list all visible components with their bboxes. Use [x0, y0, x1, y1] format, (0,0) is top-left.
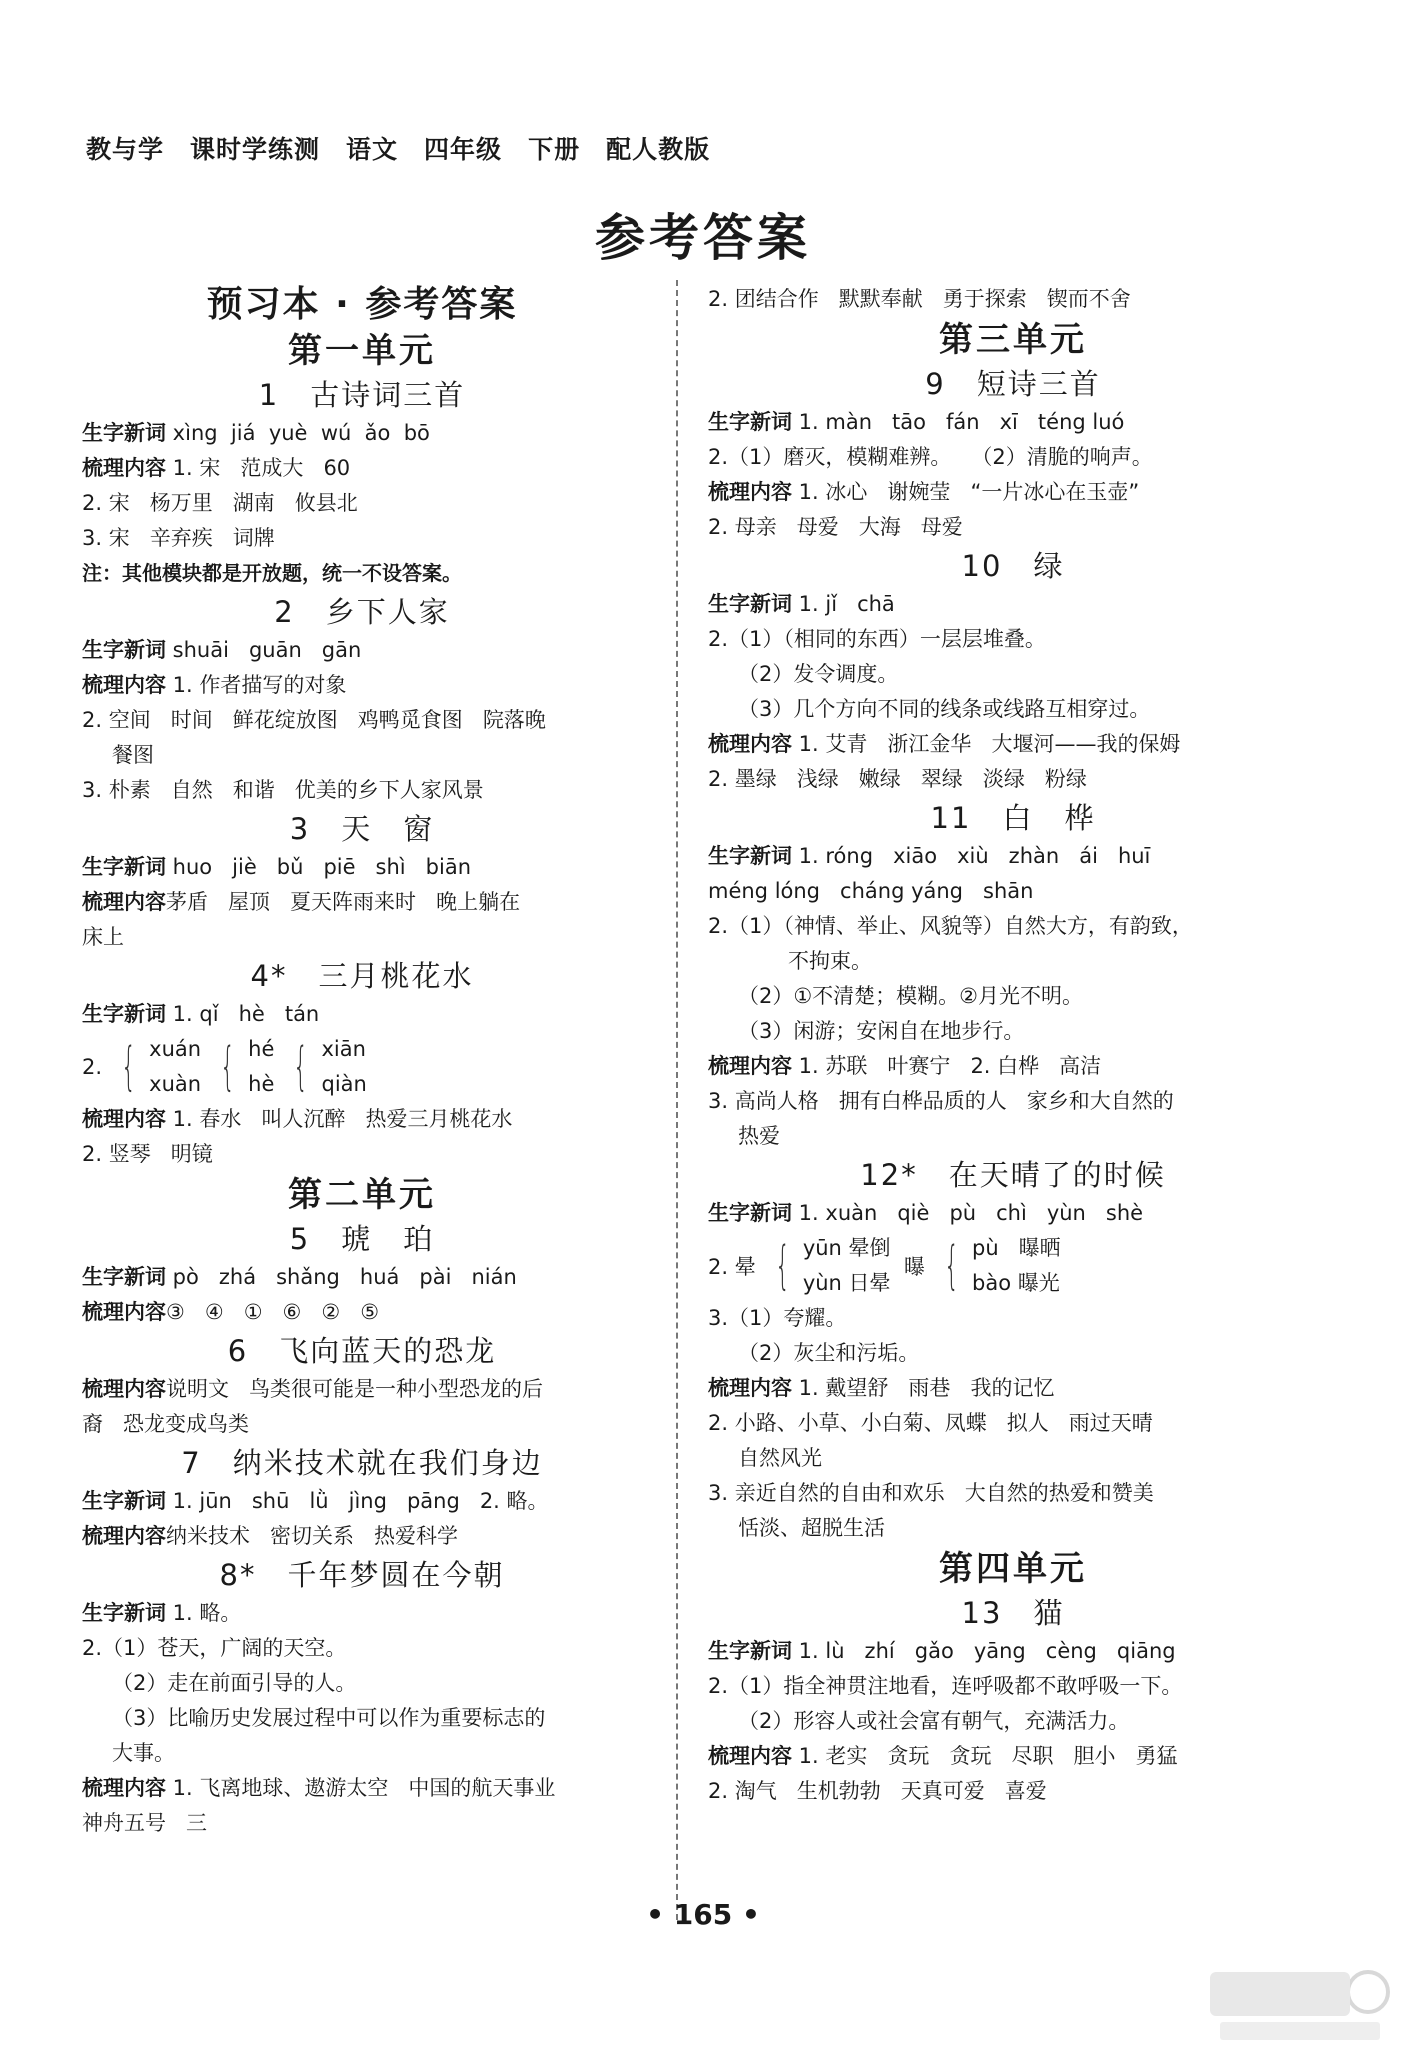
answer-label: 生字新词	[708, 592, 792, 616]
answer-line	[708, 1371, 1318, 1406]
answer-label: 梳理内容	[82, 1300, 166, 1324]
answer-line	[708, 405, 1318, 440]
answer-text: huo jiè bǔ piē shì biān	[166, 855, 472, 879]
book-header	[86, 130, 710, 166]
right-column	[708, 282, 1318, 1809]
watermark-icon	[1190, 1960, 1390, 2050]
answer-line	[708, 1634, 1318, 1669]
answer-text: 1. 戴望舒 雨巷 我的记忆	[792, 1376, 1055, 1400]
answer-line	[82, 416, 642, 451]
answer-line	[708, 1049, 1318, 1084]
lesson-title: 4* 三月桃花水	[250, 959, 474, 993]
header-item: 下册	[528, 135, 581, 164]
answer-line	[82, 451, 642, 486]
unit-title: 第一单元	[288, 331, 436, 371]
pinyin-pair	[803, 1231, 891, 1301]
answer-text: 1. 宋 范成大 60	[166, 456, 351, 480]
lesson-title: 2 乡下人家	[274, 595, 450, 629]
answer-text: xìng jiá yuè wú ǎo bō	[166, 421, 430, 445]
pinyin-top: yūn 晕倒	[802, 1236, 891, 1260]
unit-title: 第三单元	[939, 320, 1087, 360]
pinyin-top: xuán	[149, 1037, 202, 1061]
answer-line: 2. 竖琴 明镜	[82, 1142, 213, 1166]
answer-line: 2. 团结合作 默默奉献 勇于探索 锲而不舍	[708, 287, 1131, 311]
answer-line	[82, 1372, 642, 1407]
answer-line: （2）①不清楚；模糊。②月光不明。	[738, 984, 1084, 1008]
watermark-logo	[1190, 1960, 1390, 2050]
brace-icon: {	[220, 1037, 236, 1097]
answer-line: （2）走在前面引导的人。	[112, 1671, 357, 1695]
answer-label: 生字新词	[82, 1489, 166, 1513]
answer-line: 餐图	[112, 743, 154, 767]
lesson-title: 6 飞向蓝天的恐龙	[227, 1334, 497, 1368]
answer-text: 1. màn tāo fán xī téng luó	[792, 410, 1125, 434]
answer-line: 2. 母亲 母爱 大海 母爱	[708, 515, 963, 539]
answer-text: ③ ④ ① ⑥ ② ⑤	[166, 1300, 380, 1324]
header-item: 配人教版	[606, 135, 711, 164]
pinyin-top: xiān	[321, 1037, 366, 1061]
answer-line	[82, 1484, 642, 1519]
lesson-title: 11 白 桦	[930, 801, 1096, 835]
answer-line	[708, 1196, 1318, 1231]
answer-line: 3. 亲近自然的自由和欢乐 大自然的热爱和赞美	[708, 1481, 1154, 1505]
lesson-title: 10 绿	[961, 549, 1065, 583]
lesson-title: 5 琥 珀	[289, 1222, 435, 1256]
answer-text: 茅盾 屋顶 夏天阵雨来时 晚上躺在	[166, 890, 521, 914]
note-line: 注：其他模块都是开放题，统一不设答案。	[82, 561, 462, 585]
answer-line	[708, 475, 1318, 510]
answer-label: 梳理内容	[708, 732, 792, 756]
left-column	[82, 282, 642, 1841]
answer-line: 裔 恐龙变成鸟类	[82, 1412, 250, 1436]
answer-label: 生字新词	[82, 421, 166, 445]
answer-label: 生字新词	[708, 1639, 792, 1663]
answer-line: （3）比喻历史发展过程中可以作为重要标志的	[112, 1706, 546, 1730]
answer-label: 生字新词	[82, 638, 166, 662]
header-item: 语文	[346, 135, 399, 164]
brace-icon: {	[121, 1037, 137, 1097]
lesson-title: 13 猫	[961, 1596, 1065, 1630]
answer-line	[82, 885, 642, 920]
answer-text: 1. jǐ chā	[792, 592, 895, 616]
answer-line: （2）形容人或社会富有朝气，充满活力。	[738, 1709, 1130, 1733]
answer-label: 梳理内容	[708, 1744, 792, 1768]
answer-line	[82, 1519, 642, 1554]
pinyin-pair	[972, 1231, 1061, 1301]
answer-label: 梳理内容	[708, 1054, 792, 1078]
answer-text: 1. jūn shū lǜ jìng pāng 2. 略。	[166, 1489, 549, 1513]
answer-text: 1. 老实 贪玩 贪玩 尽职 胆小 勇猛	[792, 1744, 1178, 1768]
brace-icon: {	[774, 1236, 790, 1296]
answer-text: 纳米技术 密切关系 热爱科学	[166, 1524, 459, 1548]
answer-line: 不拘束。	[788, 949, 872, 973]
answer-line	[82, 1102, 642, 1137]
answer-line	[82, 850, 642, 885]
answer-text: 1. 作者描写的对象	[166, 673, 347, 697]
answer-label: 梳理内容	[82, 1524, 166, 1548]
header-item: 教与学	[86, 135, 165, 164]
answer-number: 2. 晕	[708, 1255, 756, 1279]
brace-icon: {	[293, 1037, 309, 1097]
answer-line: （2）发令调度。	[738, 662, 899, 686]
answer-label: 梳理内容	[82, 1776, 166, 1800]
lesson-title: 7 纳米技术就在我们身边	[181, 1446, 543, 1480]
pinyin-pair	[321, 1032, 366, 1102]
answer-line	[82, 1260, 642, 1295]
answer-line	[708, 727, 1318, 762]
answer-line: 2. 空间 时间 鲜花绽放图 鸡鸭觅食图 院落晚	[82, 708, 546, 732]
answer-number: 2.	[82, 1055, 103, 1079]
answer-text: 说明文 鸟类很可能是一种小型恐龙的后	[166, 1377, 544, 1401]
pinyin-top: pù 曝晒	[972, 1236, 1061, 1260]
answer-line: 2. 淘气 生机勃勃 天真可爱 喜爱	[708, 1779, 1047, 1803]
lesson-title: 1 古诗词三首	[258, 378, 466, 412]
answer-line: 3. 宋 辛弃疾 词牌	[82, 526, 275, 550]
answer-text: 1. 冰心 谢婉莹 “一片冰心在玉壶”	[792, 480, 1140, 504]
section-title: 预习本 · 参考答案	[206, 284, 518, 325]
answer-line: 2.（1）磨灭，模糊难辨。 （2）清脆的响声。	[708, 445, 1153, 469]
answer-line: 大事。	[112, 1741, 175, 1765]
answer-text: shuāi guān gān	[166, 638, 362, 662]
answer-line	[82, 1295, 642, 1330]
answer-line: 2. 宋 杨万里 湖南 攸县北	[82, 491, 358, 515]
lesson-title: 12* 在天晴了的时候	[860, 1158, 1166, 1192]
answer-label: 生字新词	[82, 855, 166, 879]
answer-label: 生字新词	[82, 1002, 166, 1026]
answer-line	[82, 668, 642, 703]
page-number: • 165 •	[646, 1898, 760, 1931]
answer-label: 生字新词	[708, 410, 792, 434]
header-item: 课时学练测	[190, 135, 321, 164]
answer-line	[708, 839, 1318, 874]
pinyin-pair	[149, 1032, 201, 1102]
unit-title: 第二单元	[288, 1175, 436, 1215]
column-divider	[676, 280, 678, 1920]
answer-text: 1. 略。	[166, 1601, 242, 1625]
header-item: 四年级	[424, 135, 503, 164]
pinyin-bottom: xuàn	[149, 1072, 202, 1096]
answer-line: （2）灰尘和污垢。	[738, 1341, 920, 1365]
answer-line: méng lóng cháng yáng shān	[708, 879, 1034, 903]
answer-label: 梳理内容	[708, 480, 792, 504]
answer-line: 2. 墨绿 浅绿 嫩绿 翠绿 淡绿 粉绿	[708, 767, 1087, 791]
answer-line: 自然风光	[738, 1446, 822, 1470]
answer-label: 生字新词	[82, 1265, 166, 1289]
answer-line: （3）几个方向不同的线条或线路互相穿过。	[738, 697, 1151, 721]
answer-label: 生字新词	[82, 1601, 166, 1625]
pinyin-pair	[248, 1032, 274, 1102]
unit-title: 第四单元	[939, 1549, 1087, 1589]
answer-line: 3. 朴素 自然 和谐 优美的乡下人家风景	[82, 778, 484, 802]
answer-line	[82, 997, 642, 1032]
answer-text: 1. qǐ hè tán	[166, 1002, 320, 1026]
pinyin-bottom: qiàn	[321, 1072, 367, 1096]
answer-label: 梳理内容	[82, 890, 166, 914]
pinyin-bottom: bào 曝光	[972, 1271, 1060, 1295]
lesson-title: 8* 千年梦圆在今朝	[219, 1558, 505, 1592]
answer-line: 神舟五号 三	[82, 1811, 208, 1835]
answer-line: 2.（1）苍天，广阔的天空。	[82, 1636, 347, 1660]
answer-line: 3.（1）夸耀。	[708, 1306, 847, 1330]
answer-label: 梳理内容	[82, 1377, 166, 1401]
lesson-title: 3 天 窗	[289, 812, 435, 846]
brace-icon: {	[944, 1236, 959, 1296]
answer-line: 2.（1）（神情、举止、风貌等）自然大方，有韵致，	[708, 914, 1193, 938]
answer-text: 1. xuàn qiè pù chì yùn shè	[792, 1201, 1144, 1225]
pinyin-top: hé	[248, 1037, 275, 1061]
answer-line: 2.（1）指全神贯注地看，连呼吸都不敢呼吸一下。	[708, 1674, 1183, 1698]
answer-line	[708, 587, 1318, 622]
pinyin-bottom: hè	[248, 1072, 275, 1096]
answer-char: 曝	[890, 1255, 925, 1279]
answer-text: 1. róng xiāo xiù zhàn ái huī	[792, 844, 1151, 868]
pinyin-brace-group	[708, 1231, 1318, 1301]
answer-text: 1. lù zhí gǎo yāng cèng qiāng	[792, 1639, 1176, 1663]
answer-line	[82, 1596, 642, 1631]
answer-label: 梳理内容	[82, 673, 166, 697]
page-title: 参考答案	[595, 209, 811, 267]
answer-line: 床上	[82, 925, 124, 949]
answer-label: 梳理内容	[82, 1107, 166, 1131]
lesson-title: 9 短诗三首	[925, 367, 1101, 401]
answer-label: 生字新词	[708, 1201, 792, 1225]
answer-text: 1. 艾青 浙江金华 大堰河——我的保姆	[792, 732, 1181, 756]
pinyin-brace-group	[82, 1032, 642, 1102]
answer-line: 2. 小路、小草、小白菊、凤蝶 拟人 雨过天晴	[708, 1411, 1153, 1435]
answer-line: 热爱	[738, 1124, 780, 1148]
answer-text: 1. 飞离地球、遨游太空 中国的航天事业	[166, 1776, 556, 1800]
answer-text: 1. 春水 叫人沉醉 热爱三月桃花水	[166, 1107, 513, 1131]
answer-line: 恬淡、超脱生活	[738, 1516, 885, 1540]
answer-line	[82, 633, 642, 668]
answer-line	[708, 1739, 1318, 1774]
pinyin-bottom: yùn 日晕	[802, 1271, 891, 1295]
answer-text: pò zhá shǎng huá pài nián	[166, 1265, 517, 1289]
answer-label: 梳理内容	[82, 456, 166, 480]
answer-text: 1. 苏联 叶赛宁 2. 白桦 高洁	[792, 1054, 1102, 1078]
answer-line	[82, 1771, 642, 1806]
answer-label: 生字新词	[708, 844, 792, 868]
answer-line: （3）闲游；安闲自在地步行。	[738, 1019, 1025, 1043]
answer-line: 3. 高尚人格 拥有白桦品质的人 家乡和大自然的	[708, 1089, 1174, 1113]
answer-line: 2.（1）（相同的东西）一层层堆叠。	[708, 627, 1046, 651]
answer-label: 梳理内容	[708, 1376, 792, 1400]
